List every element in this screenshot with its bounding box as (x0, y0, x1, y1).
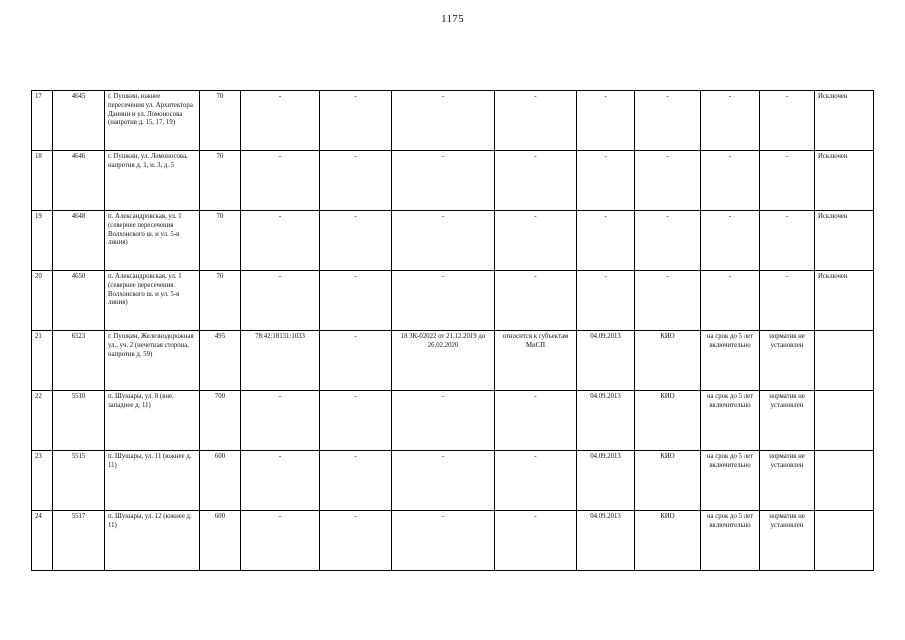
extra-cell: - (320, 451, 392, 511)
address-cell: п. Александровская, ул. 1 (севернее пересечения Волхонского ш. и ул. 5-я линия) (105, 211, 200, 271)
norm-cell: норматив не установлен (760, 511, 815, 571)
table-row (32, 151, 874, 211)
document-cell: 18 ЗК-02022 от 21.12.2019 до 26.02.2020 (392, 331, 495, 391)
registry-body (32, 91, 874, 571)
status-cell (815, 511, 874, 571)
extra-cell: - (320, 211, 392, 271)
document-cell: - (392, 211, 495, 271)
term-cell: на срок до 5 лет включительно (701, 391, 760, 451)
norm-cell: - (760, 211, 815, 271)
term-cell: - (701, 91, 760, 151)
table-row (32, 451, 874, 511)
address-cell: п. Александровская, ул. 1 (севернее пересечения Волхонского ш. и ул. 5-я линия) (105, 271, 200, 331)
norm-cell: - (760, 151, 815, 211)
table-row (32, 271, 874, 331)
basis-cell: - (495, 511, 577, 571)
address-cell: п. Шушары, ул. 11 (южнее д. 11) (105, 451, 200, 511)
table-row (32, 391, 874, 451)
area-cell: 70 (200, 211, 241, 271)
term-cell: - (701, 211, 760, 271)
object-code-cell: 5510 (53, 391, 105, 451)
norm-cell: норматив не установлен (760, 391, 815, 451)
cadastral-number-cell: - (241, 391, 320, 451)
extra-cell: - (320, 391, 392, 451)
status-cell (815, 451, 874, 511)
table-row (32, 211, 874, 271)
address-cell: г. Пушкин, южнее пересечения ул. Архитектора Данини и ул. Ломоносова (напротив д. 15, 17, 19) (105, 91, 200, 151)
row-number-cell: 19 (32, 211, 53, 271)
document-cell: - (392, 271, 495, 331)
term-cell: - (701, 271, 760, 331)
status-cell: Исключен (815, 151, 874, 211)
norm-cell: - (760, 91, 815, 151)
basis-cell: - (495, 151, 577, 211)
status-cell (815, 331, 874, 391)
address-cell: г. Пушкин, Железнодорожная ул., уч. 2 (нечетная сторона, напротив д. 59) (105, 331, 200, 391)
basis-cell: - (495, 271, 577, 331)
document-cell: - (392, 91, 495, 151)
organization-cell: - (635, 211, 701, 271)
organization-cell: - (635, 271, 701, 331)
basis-cell: - (495, 391, 577, 451)
extra-cell: - (320, 331, 392, 391)
norm-cell: норматив не установлен (760, 451, 815, 511)
address-cell: п. Шушары, ул. 8 (вне. западнее д. 11) (105, 391, 200, 451)
cadastral-number-cell: - (241, 91, 320, 151)
table-row (32, 331, 874, 391)
document-cell: - (392, 151, 495, 211)
basis-cell: относится к субъектам МиСП (495, 331, 577, 391)
row-number-cell: 17 (32, 91, 53, 151)
extra-cell: - (320, 91, 392, 151)
document-cell: - (392, 451, 495, 511)
address-cell: г. Пушкин, ул. Ломоносова, напротив д. 1, и. 3, д. 5 (105, 151, 200, 211)
row-number-cell: 23 (32, 451, 53, 511)
date-cell: - (577, 271, 635, 331)
table-row (32, 91, 874, 151)
date-cell: 04.09.2013 (577, 331, 635, 391)
row-number-cell: 22 (32, 391, 53, 451)
organization-cell: КИО (635, 391, 701, 451)
organization-cell: КИО (635, 511, 701, 571)
organization-cell: КИО (635, 451, 701, 511)
term-cell: - (701, 151, 760, 211)
organization-cell: - (635, 91, 701, 151)
table-row (32, 511, 874, 571)
status-cell: Исключен (815, 211, 874, 271)
norm-cell: норматив не установлен (760, 331, 815, 391)
row-number-cell: 20 (32, 271, 53, 331)
extra-cell: - (320, 511, 392, 571)
row-number-cell: 24 (32, 511, 53, 571)
object-code-cell: 4646 (53, 151, 105, 211)
status-cell: Исключен (815, 271, 874, 331)
extra-cell: - (320, 151, 392, 211)
document-cell: - (392, 511, 495, 571)
status-cell: Исключен (815, 91, 874, 151)
object-code-cell: 4648 (53, 211, 105, 271)
object-code-cell: 4650 (53, 271, 105, 331)
area-cell: 70 (200, 271, 241, 331)
cadastral-number-cell: 78:42:18131:1033 (241, 331, 320, 391)
date-cell: 04.09.2013 (577, 451, 635, 511)
organization-cell: КИО (635, 331, 701, 391)
organization-cell: - (635, 151, 701, 211)
area-cell: 70 (200, 91, 241, 151)
area-cell: 70 (200, 151, 241, 211)
row-number-cell: 18 (32, 151, 53, 211)
area-cell: 700 (200, 391, 241, 451)
object-code-cell: 4645 (53, 91, 105, 151)
status-cell (815, 391, 874, 451)
term-cell: на срок до 5 лет включительно (701, 451, 760, 511)
cadastral-number-cell: - (241, 151, 320, 211)
cadastral-number-cell: - (241, 451, 320, 511)
cadastral-number-cell: - (241, 211, 320, 271)
extra-cell: - (320, 271, 392, 331)
address-cell: п. Шушары, ул. 12 (южнее д. 11) (105, 511, 200, 571)
basis-cell: - (495, 451, 577, 511)
document-cell: - (392, 391, 495, 451)
cadastral-number-cell: - (241, 271, 320, 331)
date-cell: - (577, 151, 635, 211)
date-cell: - (577, 211, 635, 271)
basis-cell: - (495, 211, 577, 271)
term-cell: на срок до 5 лет включительно (701, 331, 760, 391)
area-cell: 600 (200, 451, 241, 511)
area-cell: 495 (200, 331, 241, 391)
area-cell: 600 (200, 511, 241, 571)
norm-cell: - (760, 271, 815, 331)
page-number: 1175 (441, 13, 464, 25)
basis-cell: - (495, 91, 577, 151)
cadastral-number-cell: - (241, 511, 320, 571)
object-code-cell: 6523 (53, 331, 105, 391)
date-cell: - (577, 91, 635, 151)
date-cell: 04.09.2013 (577, 511, 635, 571)
object-code-cell: 5515 (53, 451, 105, 511)
row-number-cell: 21 (32, 331, 53, 391)
date-cell: 04.09.2013 (577, 391, 635, 451)
registry-table (31, 90, 874, 571)
object-code-cell: 5517 (53, 511, 105, 571)
term-cell: на срок до 5 лет включительно (701, 511, 760, 571)
